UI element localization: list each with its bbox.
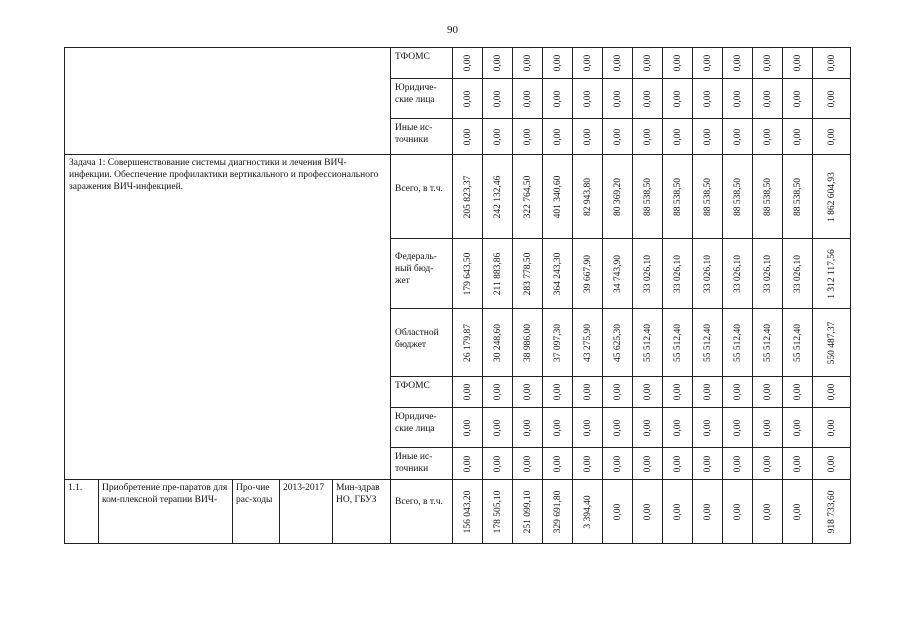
value-cell: 0,00 (543, 377, 573, 408)
value-cell: 0,00 (783, 480, 813, 544)
value-cell: 0,00 (603, 448, 633, 480)
value-cell: 55 512,40 (633, 309, 663, 377)
item-name: Приобретение пре-паратов для ком-плексной терапии ВИЧ- (99, 480, 233, 544)
value-cell: 179 643,50 (453, 239, 483, 309)
source-cell: ТФОМС (391, 48, 453, 79)
value-cell: 0,00 (663, 119, 693, 155)
value-cell: 0,00 (753, 119, 783, 155)
source-cell: Иные ис-точники (391, 119, 453, 155)
value-cell: 0,00 (753, 480, 783, 544)
table-row (65, 155, 851, 239)
value-cell: 0,00 (453, 448, 483, 480)
value-cell: 0,00 (723, 480, 753, 544)
value-cell: 0,00 (633, 448, 663, 480)
value-cell: 55 512,40 (753, 309, 783, 377)
value-cell: 0,00 (573, 119, 603, 155)
value-cell: 0,00 (663, 480, 693, 544)
value-cell: 251 099,10 (513, 480, 543, 544)
value-cell: 0,00 (783, 408, 813, 448)
value-cell: 0,00 (453, 48, 483, 79)
value-cell: 0,00 (573, 79, 603, 119)
value-cell: 283 778,50 (513, 239, 543, 309)
value-cell: 0,00 (813, 48, 851, 79)
value-cell: 0,00 (693, 408, 723, 448)
value-cell: 0,00 (753, 79, 783, 119)
value-cell: 0,00 (663, 79, 693, 119)
value-cell: 0,00 (663, 48, 693, 79)
value-cell: 0,00 (813, 448, 851, 480)
value-cell: 0,00 (573, 448, 603, 480)
value-cell: 33 026,10 (753, 239, 783, 309)
value-cell: 0,00 (603, 79, 633, 119)
value-cell: 0,00 (603, 480, 633, 544)
value-cell: 0,00 (693, 119, 723, 155)
value-cell: 0,00 (633, 408, 663, 448)
value-cell: 550 487,37 (813, 309, 851, 377)
source-cell: Всего, в т.ч. (391, 480, 453, 544)
value-cell: 0,00 (483, 448, 513, 480)
value-cell: 33 026,10 (663, 239, 693, 309)
value-cell: 0,00 (453, 377, 483, 408)
value-cell: 0,00 (723, 448, 753, 480)
value-cell: 26 179,87 (453, 309, 483, 377)
value-cell: 88 538,50 (783, 155, 813, 239)
value-cell: 364 243,30 (543, 239, 573, 309)
value-cell: 0,00 (663, 408, 693, 448)
value-cell: 33 026,10 (783, 239, 813, 309)
value-cell: 401 340,60 (543, 155, 573, 239)
value-cell: 55 512,40 (783, 309, 813, 377)
value-cell: 0,00 (723, 79, 753, 119)
value-cell: 0,00 (663, 448, 693, 480)
value-cell: 43 275,90 (573, 309, 603, 377)
value-cell: 82 943,80 (573, 155, 603, 239)
value-cell: 0,00 (693, 448, 723, 480)
value-cell: 0,00 (603, 48, 633, 79)
value-cell: 0,00 (513, 377, 543, 408)
value-cell: 0,00 (543, 48, 573, 79)
source-cell: Федераль-ный бюд-жет (391, 239, 453, 309)
value-cell: 0,00 (753, 48, 783, 79)
source-cell: Областной бюджет (391, 309, 453, 377)
value-cell: 0,00 (513, 48, 543, 79)
value-cell: 0,00 (453, 119, 483, 155)
value-cell: 0,00 (813, 79, 851, 119)
source-cell: ТФОМС (391, 377, 453, 408)
value-cell: 918 733,60 (813, 480, 851, 544)
value-cell: 55 512,40 (663, 309, 693, 377)
value-cell: 0,00 (603, 408, 633, 448)
value-cell: 88 538,50 (753, 155, 783, 239)
value-cell: 0,00 (813, 377, 851, 408)
value-cell: 37 097,30 (543, 309, 573, 377)
value-cell: 0,00 (783, 377, 813, 408)
table-row (65, 480, 851, 544)
value-cell: 0,00 (783, 79, 813, 119)
source-cell: Всего, в т.ч. (391, 155, 453, 239)
value-cell: 211 883,86 (483, 239, 513, 309)
value-cell: 30 248,60 (483, 309, 513, 377)
value-cell: 0,00 (813, 119, 851, 155)
value-cell: 0,00 (723, 408, 753, 448)
value-cell: 88 538,50 (633, 155, 663, 239)
value-cell: 242 132,46 (483, 155, 513, 239)
value-cell: 0,00 (483, 408, 513, 448)
value-cell: 39 667,90 (573, 239, 603, 309)
value-cell: 0,00 (603, 377, 633, 408)
table-row (65, 48, 851, 79)
source-cell: Иные ис-точники (391, 448, 453, 480)
value-cell: 0,00 (573, 377, 603, 408)
value-cell: 0,00 (543, 408, 573, 448)
value-cell: 0,00 (513, 448, 543, 480)
value-cell: 0,00 (483, 79, 513, 119)
value-cell: 322 764,50 (513, 155, 543, 239)
value-cell: 0,00 (723, 48, 753, 79)
value-cell: 0,00 (573, 408, 603, 448)
source-cell: Юридиче-ские лица (391, 79, 453, 119)
empty-cell (65, 48, 391, 155)
value-cell: 205 823,37 (453, 155, 483, 239)
value-cell: 0,00 (783, 448, 813, 480)
value-cell: 33 026,10 (633, 239, 663, 309)
value-cell: 0,00 (723, 119, 753, 155)
value-cell: 0,00 (753, 377, 783, 408)
value-cell: 0,00 (783, 119, 813, 155)
value-cell: 33 026,10 (693, 239, 723, 309)
value-cell: 0,00 (543, 119, 573, 155)
value-cell: 0,00 (633, 79, 663, 119)
value-cell: 0,00 (513, 119, 543, 155)
value-cell: 329 691,80 (543, 480, 573, 544)
value-cell: 0,00 (723, 377, 753, 408)
value-cell: 55 512,40 (723, 309, 753, 377)
value-cell: 0,00 (663, 377, 693, 408)
value-cell: 0,00 (783, 48, 813, 79)
value-cell: 0,00 (543, 448, 573, 480)
value-cell: 0,00 (483, 119, 513, 155)
value-cell: 34 743,90 (603, 239, 633, 309)
value-cell: 0,00 (633, 48, 663, 79)
budget-table (64, 47, 851, 544)
value-cell: 33 026,10 (723, 239, 753, 309)
value-cell: 0,00 (693, 377, 723, 408)
source-cell: Юридиче-ские лица (391, 408, 453, 448)
value-cell: 0,00 (603, 119, 633, 155)
value-cell: 80 369,20 (603, 155, 633, 239)
value-cell: 0,00 (753, 448, 783, 480)
value-cell: 0,00 (633, 377, 663, 408)
value-cell: 38 986,00 (513, 309, 543, 377)
value-cell: 0,00 (813, 408, 851, 448)
item-period: 2013-2017 (280, 480, 333, 544)
value-cell: 55 512,40 (693, 309, 723, 377)
value-cell: 0,00 (513, 79, 543, 119)
value-cell: 88 538,50 (663, 155, 693, 239)
value-cell: 178 505,10 (483, 480, 513, 544)
item-executor: Мин-здрав НО, ГБУЗ (333, 480, 391, 544)
value-cell: 0,00 (633, 480, 663, 544)
value-cell: 0,00 (753, 408, 783, 448)
value-cell: 0,00 (483, 377, 513, 408)
value-cell: 0,00 (483, 48, 513, 79)
value-cell: 45 625,30 (603, 309, 633, 377)
value-cell: 0,00 (513, 408, 543, 448)
item-expense-type: Про-чие рас-ходы (233, 480, 280, 544)
value-cell: 0,00 (453, 408, 483, 448)
value-cell: 0,00 (573, 48, 603, 79)
value-cell: 0,00 (693, 480, 723, 544)
value-cell: 88 538,50 (693, 155, 723, 239)
item-number: 1.1. (65, 480, 99, 544)
value-cell: 0,00 (453, 79, 483, 119)
value-cell: 0,00 (693, 48, 723, 79)
value-cell: 0,00 (633, 119, 663, 155)
value-cell: 1 312 117,56 (813, 239, 851, 309)
task-description: Задача 1: Совершенствование системы диагностики и лечения ВИЧ-инфекции. Обеспечение профилактики вертикального и профессионального заражения ВИЧ-инфекцией. (65, 155, 391, 480)
value-cell: 88 538,50 (723, 155, 753, 239)
page-number: 90 (447, 24, 458, 36)
value-cell: 0,00 (693, 79, 723, 119)
value-cell: 0,00 (543, 79, 573, 119)
value-cell: 3 394,40 (573, 480, 603, 544)
value-cell: 1 862 604,93 (813, 155, 851, 239)
value-cell: 156 043,20 (453, 480, 483, 544)
